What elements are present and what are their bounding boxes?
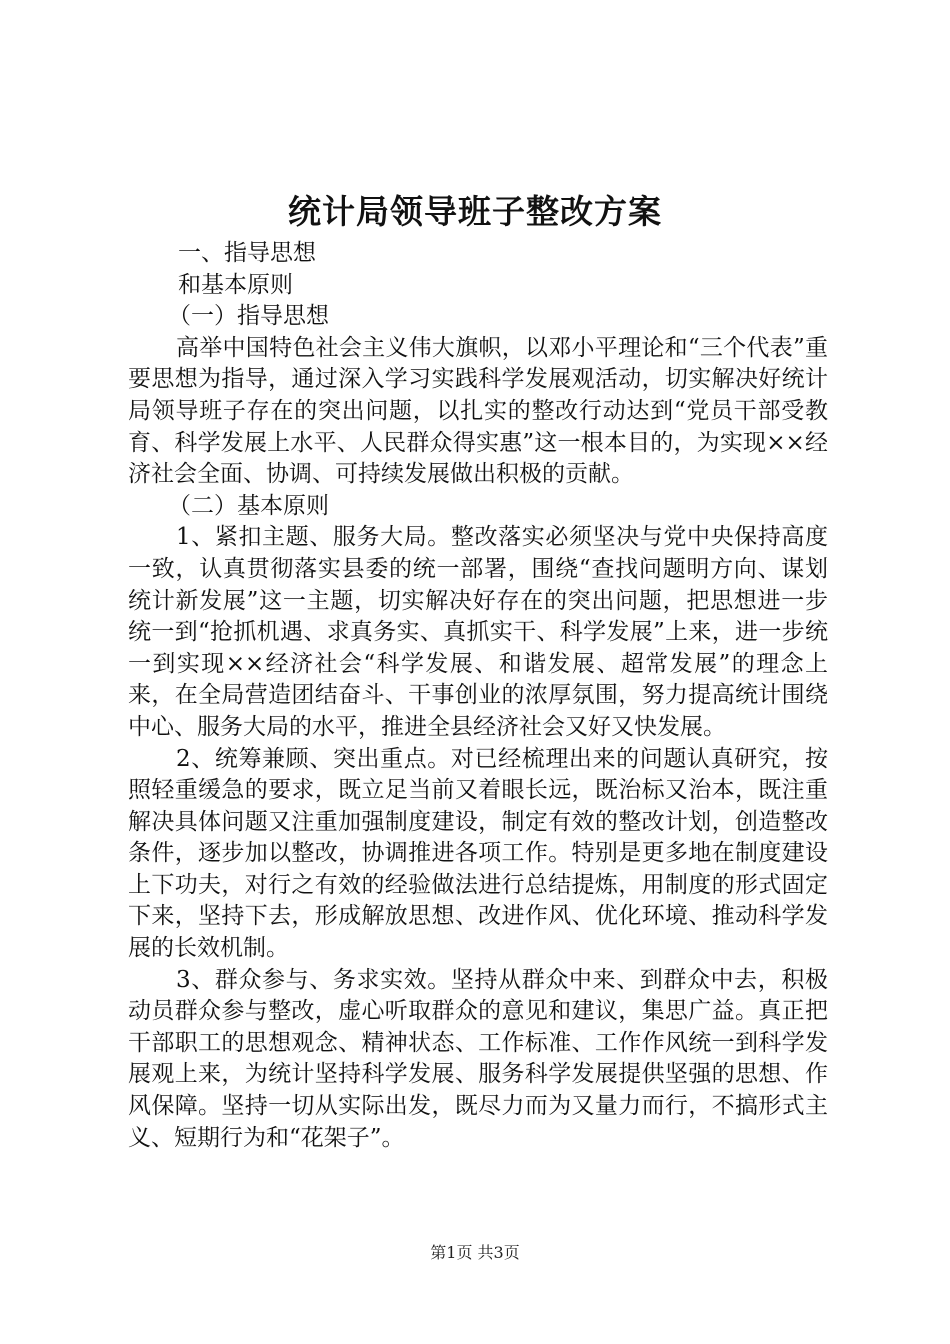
subsection-heading-1: （一）指导思想 [168, 303, 329, 330]
paragraph-guiding-thought: 高举中国特色社会主义伟大旗帜，以邓小平理论和“三个代表”重要思想为指导，通过深入学习实践科学发展观活动，切实解决好统计局领导班子存在的突出问题，以扎实的整改行动达到“党员干部受教育、科学发展上水平、人民群众得实惠”这一根本目的，为实现××经济社会全面、协调、可持续发展做出积极的贡献。 [128, 334, 828, 488]
document-title: 统计局领导班子整改方案 [288, 192, 662, 231]
paragraph-principle-3: 3、群众参与、务求实效。坚持从群众中来、到群众中去，积极动员群众参与整改，虚心听取群众的意见和建议，集思广益。真正把干部职工的思想观念、精神状态、工作标准、工作作风统一到科学发展观上来，为统计坚持科学发展、服务科学发展提供坚强的思想、作风保障。坚持一切从实际出发，既尽力而为又量力而行，不搞形式主义、短期行为和“花架子”。 [128, 966, 828, 1151]
subsection-heading-2: （二）基本原则 [168, 492, 329, 519]
section-heading-guiding-thought: 一、指导思想 [178, 240, 316, 266]
page-footer: 第1页 共3页 [430, 1243, 520, 1262]
document-body [128, 238, 828, 1154]
section-heading-basic-principles: 和基本原则 [178, 271, 293, 298]
paragraph-principle-2: 2、统筹兼顾、突出重点。对已经梳理出来的问题认真研究，按照轻重缓急的要求，既立足当前又着眼长远，既治标又治本，既注重解决具体问题又注重加强制度建设，制定有效的整改计划，创造整改条件，逐步加以整改，协调推进各项工作。特别是更多地在制度建设上下功夫，对行之有效的经验做法进行总结提炼，用制度的形式固定下来，坚持下去，形成解放思想、改进作风、优化环境、推动科学发展的长效机制。 [128, 745, 828, 962]
paragraph-principle-1: 1、紧扣主题、服务大局。整改落实必须坚决与党中央保持高度一致，认真贯彻落实县委的统一部署，围绕“查找问题明方向、谋划统计新发展”这一主题，切实解决好存在的突出问题，把思想进一步统一到“抢抓机遇、求真务实、真抓实干、科学发展”上来，进一步统一到实现××经济社会“科学发展、和谐发展、超常发展”的理念上来，在全局营造团结奋斗、干事创业的浓厚氛围，努力提高统计围绕中心、服务大局的水平，推进全县经济社会又好又快发展。 [128, 524, 828, 740]
